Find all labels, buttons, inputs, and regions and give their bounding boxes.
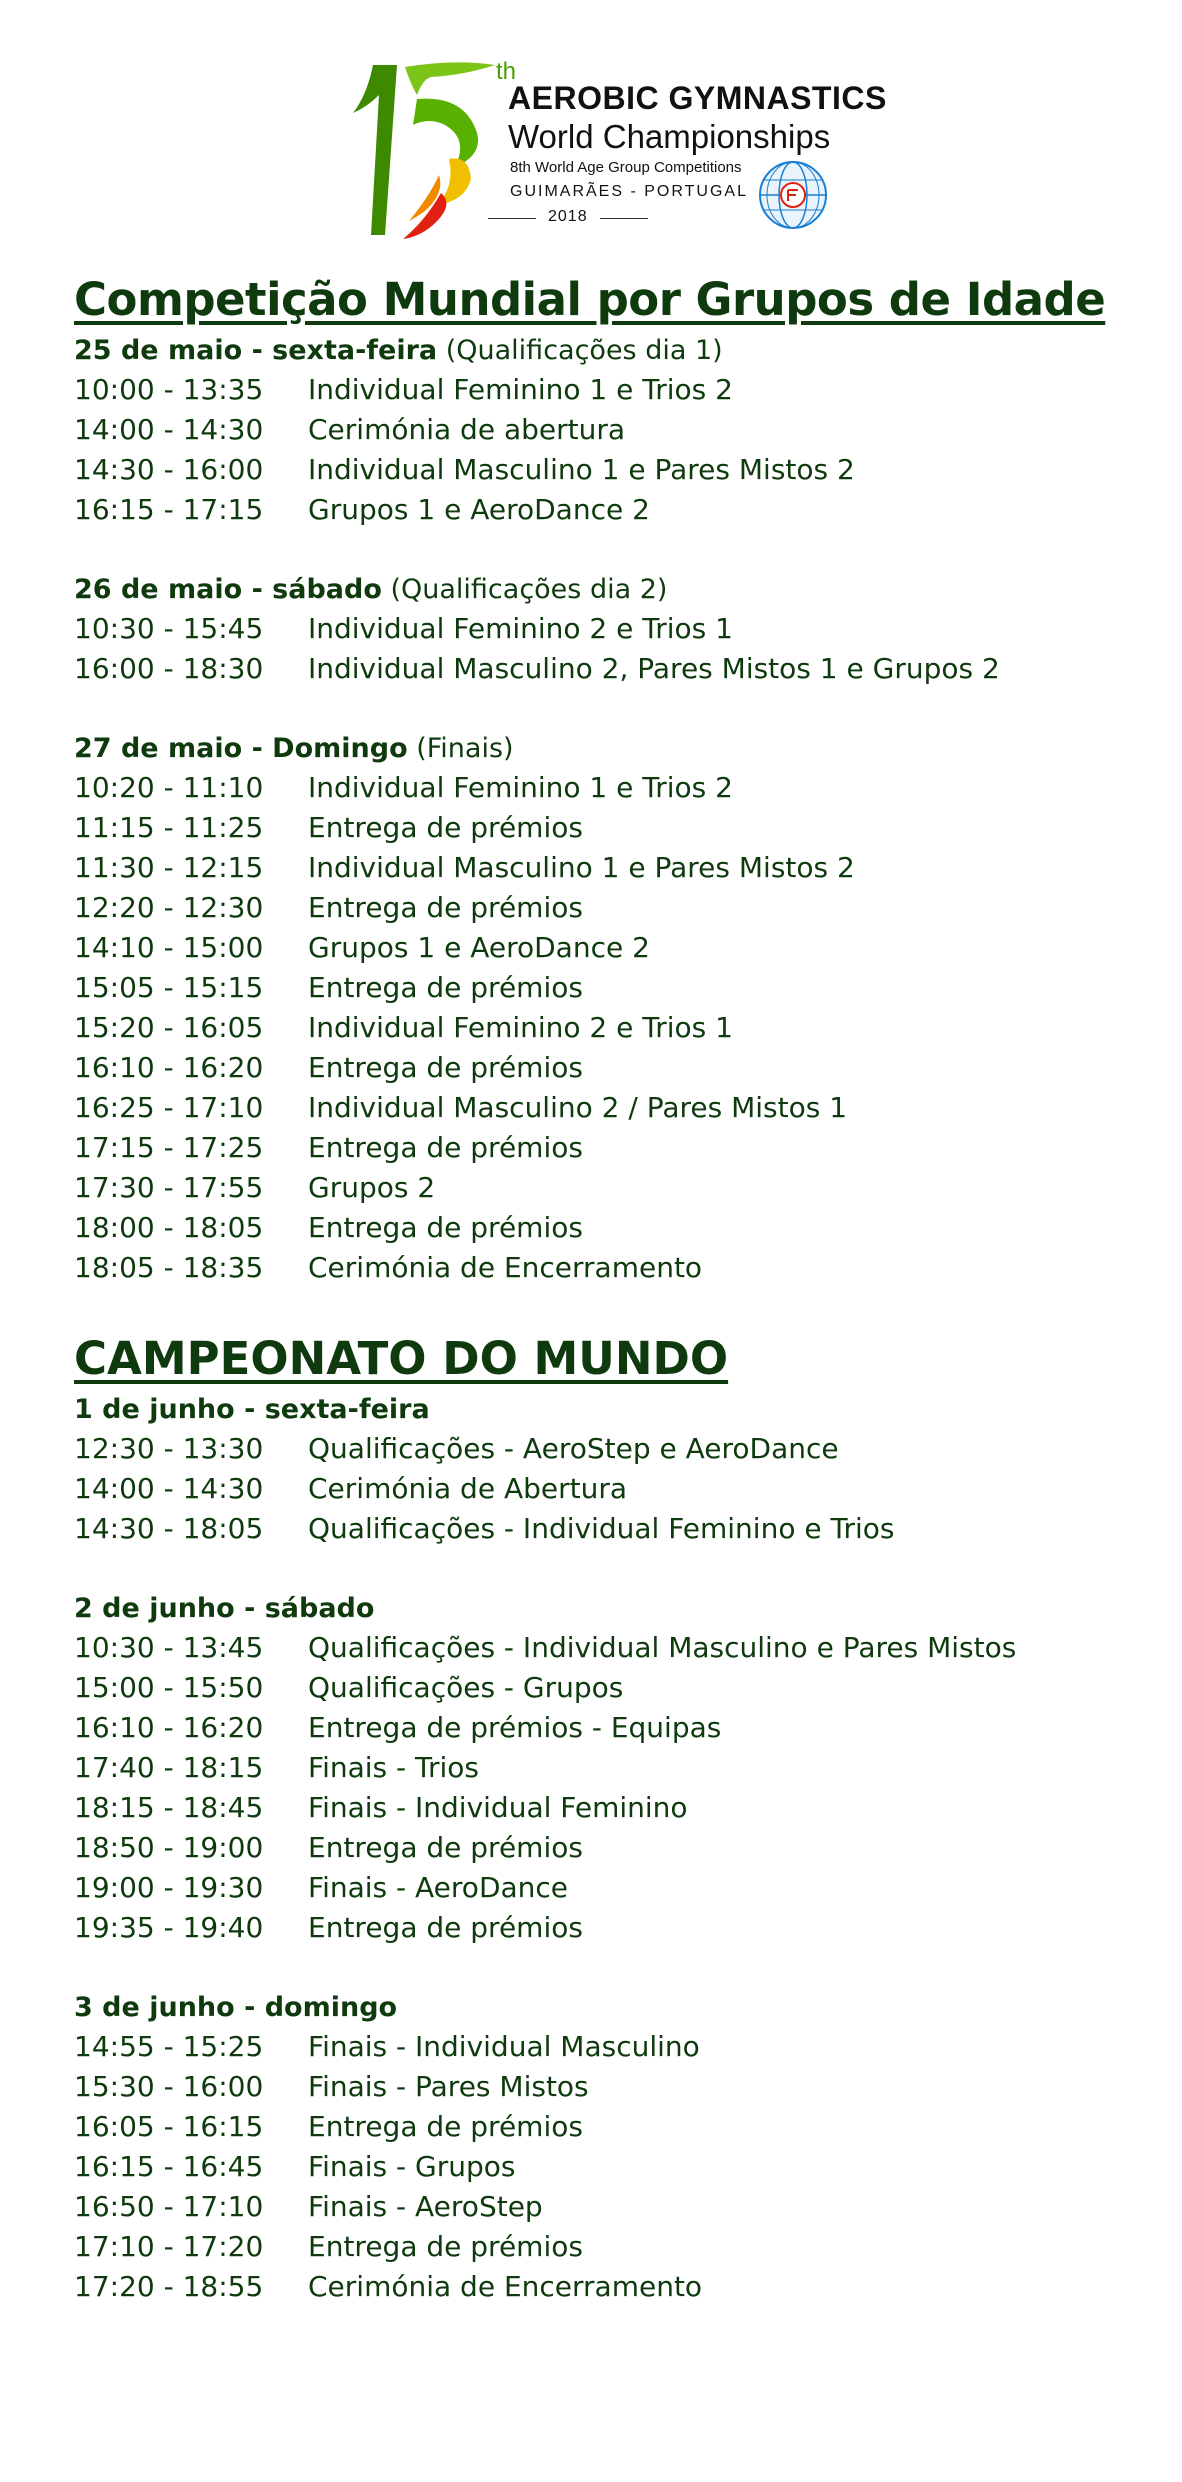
- event-name: Cerimónia de Encerramento: [308, 1251, 703, 1284]
- event-name: Qualificações - Individual Feminino e Trios: [308, 1512, 895, 1545]
- time-range: 11:15 - 11:25: [74, 811, 264, 844]
- section-age-group: [74, 270, 1134, 1288]
- schedule-row: [74, 1168, 1134, 1208]
- day-date: 2 de junho - sábado: [74, 1593, 375, 1624]
- event-name: Entrega de prémios: [308, 1131, 583, 1164]
- time-range: 16:10 - 16:20: [74, 1711, 264, 1744]
- schedule-row: [74, 450, 1134, 490]
- time-range: 10:30 - 13:45: [74, 1631, 264, 1664]
- schedule-row: [74, 2067, 1134, 2107]
- logo-title-line2: World Championships: [508, 118, 831, 155]
- event-name: Entrega de prémios: [308, 2110, 583, 2143]
- event-name: Individual Masculino 2, Pares Mistos 1 e Grupos 2: [308, 652, 1000, 685]
- schedule-row: [74, 1748, 1134, 1788]
- day-header: [74, 1989, 1134, 2027]
- event-name: Individual Feminino 1 e Trios 2: [308, 771, 733, 804]
- schedule-row: [74, 1708, 1134, 1748]
- day-date: 3 de junho - domingo: [74, 1992, 398, 2023]
- event-name: Grupos 1 e AeroDance 2: [308, 493, 650, 526]
- day-header: [74, 730, 1134, 768]
- time-range: 14:00 - 14:30: [74, 413, 264, 446]
- day-date: 1 de junho - sexta-feira: [74, 1394, 430, 1425]
- time-range: 17:40 - 18:15: [74, 1751, 264, 1784]
- event-name: Qualificações - AeroStep e AeroDance: [308, 1432, 839, 1465]
- schedule-row: [74, 609, 1134, 649]
- event-name: Entrega de prémios: [308, 1911, 583, 1944]
- event-name: Entrega de prémios: [308, 811, 583, 844]
- event-name: Grupos 2: [308, 1171, 436, 1204]
- time-range: 16:50 - 17:10: [74, 2190, 264, 2223]
- time-range: 14:30 - 18:05: [74, 1512, 264, 1545]
- schedule-row: [74, 649, 1134, 689]
- fig-globe-icon: [758, 160, 828, 230]
- schedule-row: [74, 1868, 1134, 1908]
- event-name: Entrega de prémios: [308, 891, 583, 924]
- time-range: 18:00 - 18:05: [74, 1211, 264, 1244]
- event-name: Qualificações - Individual Masculino e Pares Mistos: [308, 1631, 1017, 1664]
- schedule-row: [74, 410, 1134, 450]
- time-range: 16:00 - 18:30: [74, 652, 264, 685]
- event-name: Entrega de prémios - Equipas: [308, 1711, 722, 1744]
- time-range: 16:15 - 17:15: [74, 493, 264, 526]
- schedule-row: [74, 968, 1134, 1008]
- event-name: Qualificações - Grupos: [308, 1671, 624, 1704]
- time-range: 19:35 - 19:40: [74, 1911, 264, 1944]
- schedule-row: [74, 1088, 1134, 1128]
- logo-title-line1: AEROBIC GYMNASTICS: [508, 80, 887, 116]
- schedule-row: [74, 490, 1134, 530]
- day-date: 26 de maio - sábado: [74, 574, 382, 605]
- day-note: (Finais): [407, 733, 514, 764]
- day-block: [74, 1590, 1134, 1948]
- day-header: [74, 332, 1134, 370]
- section-title: CAMPEONATO DO MUNDO: [74, 1332, 729, 1385]
- schedule-row: [74, 1048, 1134, 1088]
- day-header: [74, 1391, 1134, 1429]
- time-range: 10:20 - 11:10: [74, 771, 264, 804]
- time-range: 16:05 - 16:15: [74, 2110, 264, 2143]
- schedule-row: [74, 928, 1134, 968]
- event-name: Individual Masculino 2 / Pares Mistos 1: [308, 1091, 848, 1124]
- schedule: [74, 270, 1134, 2348]
- event-name: Individual Feminino 2 e Trios 1: [308, 1011, 733, 1044]
- schedule-row: [74, 1208, 1134, 1248]
- time-range: 16:25 - 17:10: [74, 1091, 264, 1124]
- schedule-row: [74, 808, 1134, 848]
- time-range: 16:10 - 16:20: [74, 1051, 264, 1084]
- schedule-row: [74, 888, 1134, 928]
- event-name: Finais - Trios: [308, 1751, 480, 1784]
- day-header: [74, 1590, 1134, 1628]
- time-range: 15:30 - 16:00: [74, 2070, 264, 2103]
- event-name: Cerimónia de Encerramento: [308, 2270, 703, 2303]
- fifteen-logo-icon: [345, 55, 515, 245]
- schedule-row: [74, 1469, 1134, 1509]
- schedule-row: [74, 2147, 1134, 2187]
- logo-superscript: th: [496, 58, 517, 85]
- schedule-row: [74, 848, 1134, 888]
- schedule-row: [74, 1908, 1134, 1948]
- day-block: [74, 571, 1134, 689]
- event-name: Individual Masculino 1 e Pares Mistos 2: [308, 453, 855, 486]
- event-name: Finais - Individual Masculino: [308, 2030, 700, 2063]
- schedule-row: [74, 1668, 1134, 1708]
- time-range: 17:30 - 17:55: [74, 1171, 264, 1204]
- schedule-row: [74, 2187, 1134, 2227]
- logo-year: 2018: [548, 208, 588, 225]
- day-date: 25 de maio - sexta-feira: [74, 335, 438, 366]
- event-name: Grupos 1 e AeroDance 2: [308, 931, 650, 964]
- event-name: Cerimónia de Abertura: [308, 1472, 628, 1505]
- schedule-row: [74, 2267, 1134, 2307]
- schedule-row: [74, 1628, 1134, 1668]
- time-range: 15:05 - 15:15: [74, 971, 264, 1004]
- event-name: Finais - AeroStep: [308, 2190, 543, 2223]
- time-range: 15:00 - 15:50: [74, 1671, 264, 1704]
- event-name: Entrega de prémios: [308, 1051, 583, 1084]
- schedule-row: [74, 1788, 1134, 1828]
- time-range: 17:20 - 18:55: [74, 2270, 264, 2303]
- event-name: Individual Feminino 2 e Trios 1: [308, 612, 733, 645]
- event-name: Finais - Pares Mistos: [308, 2070, 589, 2103]
- day-note: (Qualificações dia 2): [381, 574, 668, 605]
- schedule-row: [74, 768, 1134, 808]
- time-range: 12:30 - 13:30: [74, 1432, 264, 1465]
- event-name: Entrega de prémios: [308, 1831, 583, 1864]
- schedule-row: [74, 1429, 1134, 1469]
- schedule-row: [74, 1248, 1134, 1288]
- day-header: [74, 571, 1134, 609]
- event-name: Entrega de prémios: [308, 971, 583, 1004]
- event-name: Finais - Individual Feminino: [308, 1791, 688, 1824]
- day-block: [74, 1391, 1134, 1549]
- time-range: 12:20 - 12:30: [74, 891, 264, 924]
- section-title: Competição Mundial por Grupos de Idade: [74, 273, 1106, 326]
- day-block: [74, 730, 1134, 1288]
- schedule-row: [74, 2027, 1134, 2067]
- time-range: 15:20 - 16:05: [74, 1011, 264, 1044]
- logo-location: GUIMARÃES - PORTUGAL: [510, 183, 748, 200]
- schedule-row: [74, 1128, 1134, 1168]
- event-logo: [0, 0, 1182, 260]
- schedule-row: [74, 1509, 1134, 1549]
- time-range: 14:55 - 15:25: [74, 2030, 264, 2063]
- time-range: 11:30 - 12:15: [74, 851, 264, 884]
- schedule-row: [74, 1828, 1134, 1868]
- day-block: [74, 1989, 1134, 2307]
- time-range: 14:00 - 14:30: [74, 1472, 264, 1505]
- time-range: 10:30 - 15:45: [74, 612, 264, 645]
- time-range: 19:00 - 19:30: [74, 1871, 264, 1904]
- schedule-row: [74, 1008, 1134, 1048]
- event-name: Entrega de prémios: [308, 2230, 583, 2263]
- time-range: 18:15 - 18:45: [74, 1791, 264, 1824]
- time-range: 16:15 - 16:45: [74, 2150, 264, 2183]
- event-name: Cerimónia de abertura: [308, 413, 626, 446]
- day-date: 27 de maio - Domingo: [74, 733, 408, 764]
- time-range: 17:10 - 17:20: [74, 2230, 264, 2263]
- time-range: 18:50 - 19:00: [74, 1831, 264, 1864]
- time-range: 10:00 - 13:35: [74, 373, 264, 406]
- time-range: 18:05 - 18:35: [74, 1251, 264, 1284]
- schedule-row: [74, 370, 1134, 410]
- day-block: [74, 332, 1134, 530]
- event-name: Entrega de prémios: [308, 1211, 583, 1244]
- day-note: (Qualificações dia 1): [437, 335, 723, 366]
- time-range: 14:10 - 15:00: [74, 931, 264, 964]
- time-range: 17:15 - 17:25: [74, 1131, 264, 1164]
- event-name: Finais - Grupos: [308, 2150, 516, 2183]
- schedule-row: [74, 2227, 1134, 2267]
- logo-subtitle: 8th World Age Group Competitions: [510, 159, 742, 176]
- section-world-championship: [74, 1329, 1134, 2307]
- event-name: Individual Feminino 1 e Trios 2: [308, 373, 733, 406]
- schedule-row: [74, 2107, 1134, 2147]
- event-name: Finais - AeroDance: [308, 1871, 569, 1904]
- time-range: 14:30 - 16:00: [74, 453, 264, 486]
- event-name: Individual Masculino 1 e Pares Mistos 2: [308, 851, 855, 884]
